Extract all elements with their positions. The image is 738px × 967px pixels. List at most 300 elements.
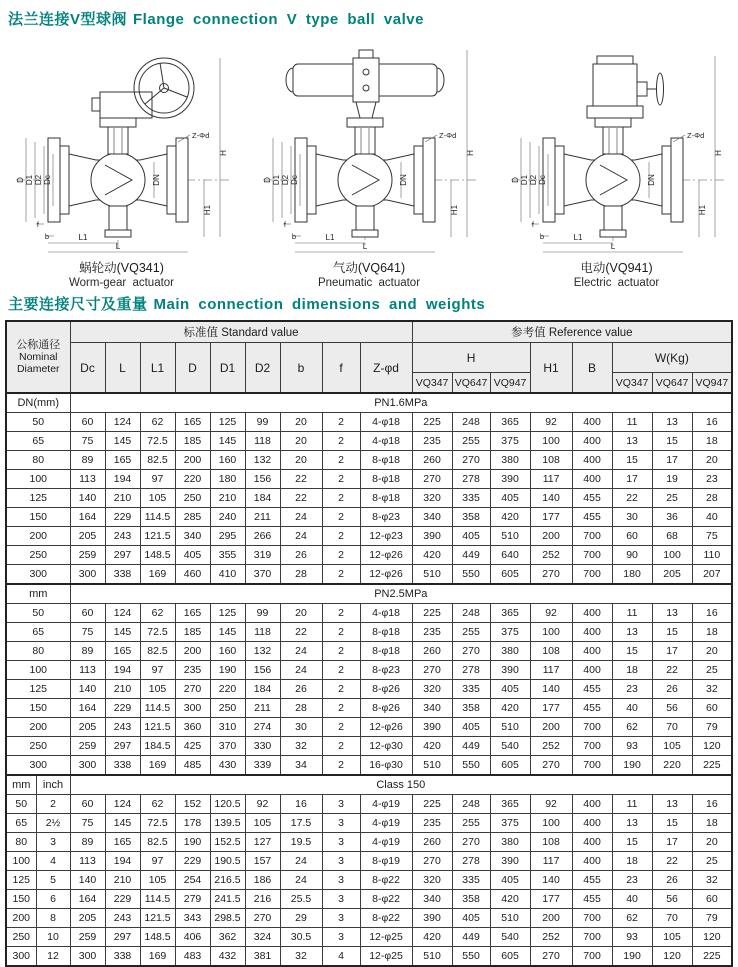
value-cell: 425 (175, 737, 210, 756)
table-row (6, 661, 732, 680)
svg-text:D2: D2 (281, 174, 290, 186)
value-cell: 12-φ25 (360, 928, 412, 947)
value-cell: 156 (245, 470, 280, 489)
value-cell: 17.5 (280, 814, 322, 833)
value-cell: 4-φ18 (360, 432, 412, 451)
value-cell: 370 (245, 565, 280, 585)
value-cell: 75 (692, 527, 732, 546)
value-cell: 300 (70, 565, 105, 585)
value-cell: 24 (280, 661, 322, 680)
value-cell: 70 (652, 909, 692, 928)
value-cell: 370 (210, 737, 245, 756)
value-cell: 2 (322, 623, 360, 642)
value-cell: 340 (412, 890, 452, 909)
value-cell: 270 (530, 947, 572, 967)
value-cell: 100 (530, 814, 572, 833)
value-cell: 180 (612, 565, 652, 585)
table-section-row (6, 393, 732, 413)
svg-text:b: b (291, 232, 296, 241)
value-cell: 75 (70, 814, 105, 833)
svg-text:D1: D1 (24, 174, 34, 186)
value-cell: 99 (245, 413, 280, 432)
svg-text:DN: DN (399, 174, 408, 186)
value-cell: 105 (140, 489, 175, 508)
value-cell: 4-φ19 (360, 795, 412, 814)
value-cell: 400 (572, 833, 612, 852)
value-cell: 20 (280, 413, 322, 432)
value-cell: 259 (70, 737, 105, 756)
value-cell: 210 (105, 489, 140, 508)
value-cell: 26 (652, 680, 692, 699)
svg-text:f: f (283, 220, 286, 229)
value-cell: 32 (692, 680, 732, 699)
value-cell: 279 (175, 890, 210, 909)
value-cell: 229 (105, 508, 140, 527)
value-cell: 184 (245, 489, 280, 508)
table-row (6, 852, 732, 871)
table-row (6, 413, 732, 432)
value-cell: 22 (652, 661, 692, 680)
value-cell: 185 (175, 432, 210, 451)
value-cell: 220 (652, 756, 692, 776)
value-cell: 420 (412, 546, 452, 565)
value-cell: 22 (612, 489, 652, 508)
value-cell: 105 (652, 928, 692, 947)
value-cell: 338 (105, 756, 140, 776)
value-cell: 381 (245, 947, 280, 967)
value-cell: 2 (322, 565, 360, 585)
svg-text:D1: D1 (519, 174, 529, 186)
value-cell: 8-φ22 (360, 909, 412, 928)
value-cell: 22 (280, 470, 322, 489)
value-cell: 390 (412, 909, 452, 928)
dn-inch-cell: 12 (36, 947, 70, 967)
col-header-b: b (280, 343, 322, 394)
value-cell: 15 (652, 814, 692, 833)
drawing-caption-en: Electric actuator (573, 277, 660, 289)
value-cell: 28 (280, 699, 322, 718)
value-cell: 26 (652, 871, 692, 890)
col-header-f: f (322, 343, 360, 394)
value-cell: 3 (322, 833, 360, 852)
dn-inch-cell: 10 (36, 928, 70, 947)
value-cell: 164 (70, 890, 105, 909)
value-cell: 60 (612, 527, 652, 546)
value-cell: 125 (210, 413, 245, 432)
value-cell: 405 (452, 909, 490, 928)
value-cell: 252 (530, 737, 572, 756)
value-cell: 194 (105, 661, 140, 680)
dn-mm-cell: 65 (6, 814, 36, 833)
table-row (6, 871, 732, 890)
svg-text:Dc: Dc (42, 175, 52, 185)
dn-inch-cell: 4 (36, 852, 70, 871)
value-cell: 120 (692, 928, 732, 947)
table-row (6, 451, 732, 470)
value-cell: 34 (280, 756, 322, 776)
table-row (6, 756, 732, 776)
value-cell: 255 (452, 623, 490, 642)
value-cell: 24 (280, 527, 322, 546)
value-cell: 17 (652, 833, 692, 852)
value-cell: 205 (70, 527, 105, 546)
value-cell: 270 (452, 451, 490, 470)
table-row (6, 737, 732, 756)
value-cell: 12-φ26 (360, 546, 412, 565)
value-cell: 145 (210, 623, 245, 642)
svg-text:D2: D2 (528, 174, 538, 186)
value-cell: 92 (530, 604, 572, 623)
value-cell: 18 (692, 432, 732, 451)
svg-text:H: H (218, 150, 228, 156)
value-cell: 120 (692, 737, 732, 756)
value-cell: 200 (175, 451, 210, 470)
value-cell: 4 (322, 947, 360, 967)
dn-cell: 65 (6, 432, 70, 451)
value-cell: 22 (280, 623, 322, 642)
value-cell: 79 (692, 718, 732, 737)
electric-motor (587, 56, 664, 118)
value-cell: 157 (245, 852, 280, 871)
value-cell: 19 (652, 470, 692, 489)
value-cell: 540 (490, 737, 530, 756)
dn-mm-cell: 100 (6, 852, 36, 871)
value-cell: 8-φ18 (360, 642, 412, 661)
value-cell: 510 (490, 718, 530, 737)
value-cell: 190 (612, 947, 652, 967)
dn-mm-cell: 300 (6, 947, 36, 967)
value-cell: 89 (70, 451, 105, 470)
svg-text:L1: L1 (573, 233, 582, 242)
svg-text:D: D (263, 177, 272, 183)
value-cell: 365 (490, 795, 530, 814)
value-cell: 297 (105, 546, 140, 565)
value-cell: 400 (572, 642, 612, 661)
value-cell: 255 (452, 814, 490, 833)
value-cell: 56 (652, 699, 692, 718)
value-cell: 30.5 (280, 928, 322, 947)
unit-inch-cell: inch (36, 775, 70, 795)
value-cell: 211 (245, 508, 280, 527)
page-title (8, 8, 424, 29)
value-cell: 375 (490, 814, 530, 833)
value-cell: 255 (452, 432, 490, 451)
value-cell: 20 (280, 604, 322, 623)
dn-cell: 150 (6, 699, 70, 718)
svg-text:DN: DN (151, 174, 161, 186)
value-cell: 177 (530, 508, 572, 527)
value-cell: 93 (612, 928, 652, 947)
col-header-d2: D2 (245, 343, 280, 394)
value-cell: 390 (490, 661, 530, 680)
value-cell: 235 (412, 432, 452, 451)
svg-text:Dc: Dc (290, 175, 299, 185)
value-cell: 16 (692, 795, 732, 814)
value-cell: 145 (105, 814, 140, 833)
col-header-w-vq947: VQ947 (692, 373, 732, 394)
table-row (6, 795, 732, 814)
value-cell: 169 (140, 565, 175, 585)
value-cell: 400 (572, 623, 612, 642)
value-cell: 60 (692, 890, 732, 909)
value-cell: 455 (572, 699, 612, 718)
value-cell: 220 (175, 470, 210, 489)
value-cell: 2 (322, 489, 360, 508)
value-cell: 113 (70, 470, 105, 489)
dn-cell: 250 (6, 546, 70, 565)
value-cell: 15 (612, 642, 652, 661)
value-cell: 72.5 (140, 432, 175, 451)
value-cell: 8-φ19 (360, 852, 412, 871)
value-cell: 358 (452, 699, 490, 718)
value-cell: 75 (70, 432, 105, 451)
value-cell: 200 (530, 909, 572, 928)
svg-text:L: L (115, 242, 120, 251)
svg-text:Z-Φd: Z-Φd (686, 131, 704, 140)
value-cell: 205 (70, 909, 105, 928)
value-cell: 235 (412, 623, 452, 642)
value-cell: 32 (280, 737, 322, 756)
value-cell: 2 (322, 756, 360, 776)
value-cell: 285 (175, 508, 210, 527)
svg-text:D1: D1 (272, 174, 281, 186)
value-cell: 190 (210, 661, 245, 680)
table-section-row (6, 584, 732, 604)
value-cell: 243 (105, 527, 140, 546)
col-header-zphid: Z-φd (360, 343, 412, 394)
value-cell: 339 (245, 756, 280, 776)
table-row (6, 470, 732, 489)
value-cell: 17 (652, 451, 692, 470)
dn-cell: 80 (6, 451, 70, 470)
value-cell: 360 (175, 718, 210, 737)
value-cell: 194 (105, 852, 140, 871)
value-cell: 11 (612, 604, 652, 623)
value-cell: 3 (322, 814, 360, 833)
value-cell: 16 (692, 413, 732, 432)
value-cell: 121.5 (140, 527, 175, 546)
value-cell: 169 (140, 947, 175, 967)
value-cell: 110 (692, 546, 732, 565)
svg-text:H1: H1 (697, 204, 707, 216)
value-cell: 4-φ19 (360, 814, 412, 833)
value-cell: 23 (612, 871, 652, 890)
value-cell: 184 (245, 680, 280, 699)
value-cell: 270 (530, 565, 572, 585)
value-cell: 254 (175, 871, 210, 890)
value-cell: 700 (572, 718, 612, 737)
value-cell: 108 (530, 833, 572, 852)
value-cell: 297 (105, 928, 140, 947)
value-cell: 229 (175, 852, 210, 871)
col-header-d1: D1 (210, 343, 245, 394)
value-cell: 270 (245, 909, 280, 928)
svg-text:H1: H1 (202, 204, 212, 216)
value-cell: 16 (692, 604, 732, 623)
value-cell: 82.5 (140, 642, 175, 661)
value-cell: 449 (452, 737, 490, 756)
value-cell: 2 (322, 642, 360, 661)
section-title-cell: Class 150 (70, 775, 732, 795)
value-cell: 8-φ26 (360, 699, 412, 718)
value-cell: 3 (322, 909, 360, 928)
value-cell: 3 (322, 928, 360, 947)
value-cell: 2 (322, 508, 360, 527)
value-cell: 340 (412, 699, 452, 718)
value-cell: 420 (490, 890, 530, 909)
value-cell: 605 (490, 947, 530, 967)
value-cell: 375 (490, 623, 530, 642)
value-cell: 140 (70, 489, 105, 508)
value-cell: 300 (70, 947, 105, 967)
value-cell: 270 (412, 852, 452, 871)
value-cell: 235 (412, 814, 452, 833)
value-cell: 124 (105, 413, 140, 432)
dn-inch-cell: 5 (36, 871, 70, 890)
value-cell: 24 (280, 642, 322, 661)
value-cell: 380 (490, 451, 530, 470)
nominal-diameter-header: 公称通径 Nominal Diameter (6, 321, 70, 393)
value-cell: 400 (572, 852, 612, 871)
value-cell: 400 (572, 413, 612, 432)
value-cell: 145 (105, 432, 140, 451)
value-cell: 400 (572, 451, 612, 470)
value-cell: 164 (70, 508, 105, 527)
value-cell: 8-φ22 (360, 890, 412, 909)
value-cell: 140 (70, 871, 105, 890)
drawing-worm-gear (0, 48, 243, 289)
value-cell: 8-φ22 (360, 871, 412, 890)
dn-mm-cell: 150 (6, 890, 36, 909)
value-cell: 152.5 (210, 833, 245, 852)
table-row (6, 890, 732, 909)
value-cell: 362 (210, 928, 245, 947)
dn-cell: 50 (6, 413, 70, 432)
value-cell: 145 (210, 432, 245, 451)
value-cell: 89 (70, 833, 105, 852)
value-cell: 160 (210, 451, 245, 470)
value-cell: 2 (322, 432, 360, 451)
col-header-d: D (175, 343, 210, 394)
table-row (6, 718, 732, 737)
dn-cell: 300 (6, 565, 70, 585)
value-cell: 156 (245, 661, 280, 680)
value-cell: 20 (692, 451, 732, 470)
value-cell: 340 (412, 508, 452, 527)
value-cell: 380 (490, 642, 530, 661)
value-cell: 145 (105, 623, 140, 642)
value-cell: 18 (612, 661, 652, 680)
value-cell: 140 (530, 871, 572, 890)
section-title-cell: PN1.6MPa (70, 393, 732, 413)
col-header-w-vq347: VQ347 (612, 373, 652, 394)
value-cell: 2 (322, 546, 360, 565)
value-cell: 455 (572, 890, 612, 909)
value-cell: 455 (572, 680, 612, 699)
value-cell: 117 (530, 470, 572, 489)
value-cell: 205 (70, 718, 105, 737)
value-cell: 186 (245, 871, 280, 890)
value-cell: 2 (322, 527, 360, 546)
page-title-cn: 法兰连接V型球阀 (8, 11, 128, 28)
drawing-caption-cn: 蜗轮动(VQ341) (79, 261, 164, 275)
dn-cell: 125 (6, 489, 70, 508)
table-row (6, 833, 732, 852)
value-cell: 18 (692, 623, 732, 642)
svg-text:f: f (531, 220, 534, 229)
value-cell: 140 (70, 680, 105, 699)
value-cell: 455 (572, 508, 612, 527)
value-cell: 270 (412, 661, 452, 680)
value-cell: 139.5 (210, 814, 245, 833)
dn-mm-cell: 50 (6, 795, 36, 814)
value-cell: 700 (572, 565, 612, 585)
valve-body (543, 118, 683, 237)
value-cell: 211 (245, 699, 280, 718)
value-cell: 405 (490, 489, 530, 508)
reference-value-header: 参考值 Reference value (412, 321, 732, 343)
value-cell: 190 (612, 756, 652, 776)
table-row (6, 699, 732, 718)
value-cell: 118 (245, 432, 280, 451)
value-cell: 248 (452, 604, 490, 623)
value-cell: 270 (175, 680, 210, 699)
value-cell: 320 (412, 489, 452, 508)
value-cell: 127 (245, 833, 280, 852)
value-cell: 8-φ23 (360, 508, 412, 527)
col-header-b-dim: B (572, 343, 612, 394)
value-cell: 2 (322, 737, 360, 756)
value-cell: 82.5 (140, 451, 175, 470)
value-cell: 22 (280, 489, 322, 508)
value-cell: 405 (175, 546, 210, 565)
value-cell: 165 (175, 413, 210, 432)
col-header-dc: Dc (70, 343, 105, 394)
worm-gear-valve-drawing (6, 48, 238, 256)
value-cell: 207 (692, 565, 732, 585)
value-cell: 18 (692, 814, 732, 833)
value-cell: 405 (452, 527, 490, 546)
value-cell: 700 (572, 909, 612, 928)
value-cell: 2 (322, 470, 360, 489)
value-cell: 20 (692, 642, 732, 661)
value-cell: 343 (175, 909, 210, 928)
value-cell: 2 (322, 718, 360, 737)
table-row (6, 489, 732, 508)
value-cell: 243 (105, 909, 140, 928)
value-cell: 278 (452, 852, 490, 871)
section-heading-cn: 主要连接尺寸及重量 (8, 296, 148, 313)
value-cell: 105 (140, 871, 175, 890)
value-cell: 26 (280, 680, 322, 699)
value-cell: 89 (70, 642, 105, 661)
value-cell: 335 (452, 489, 490, 508)
value-cell: 4-φ18 (360, 604, 412, 623)
value-cell: 117 (530, 661, 572, 680)
value-cell: 16-φ30 (360, 756, 412, 776)
value-cell: 132 (245, 642, 280, 661)
value-cell: 420 (412, 737, 452, 756)
drawing-caption-cn: 气动(VQ641) (332, 261, 406, 275)
value-cell: 225 (412, 604, 452, 623)
value-cell: 355 (210, 546, 245, 565)
value-cell: 105 (652, 737, 692, 756)
electric-valve-drawing (501, 48, 733, 256)
value-cell: 8-φ18 (360, 623, 412, 642)
value-cell: 260 (412, 833, 452, 852)
value-cell: 121.5 (140, 718, 175, 737)
value-cell: 20 (280, 451, 322, 470)
